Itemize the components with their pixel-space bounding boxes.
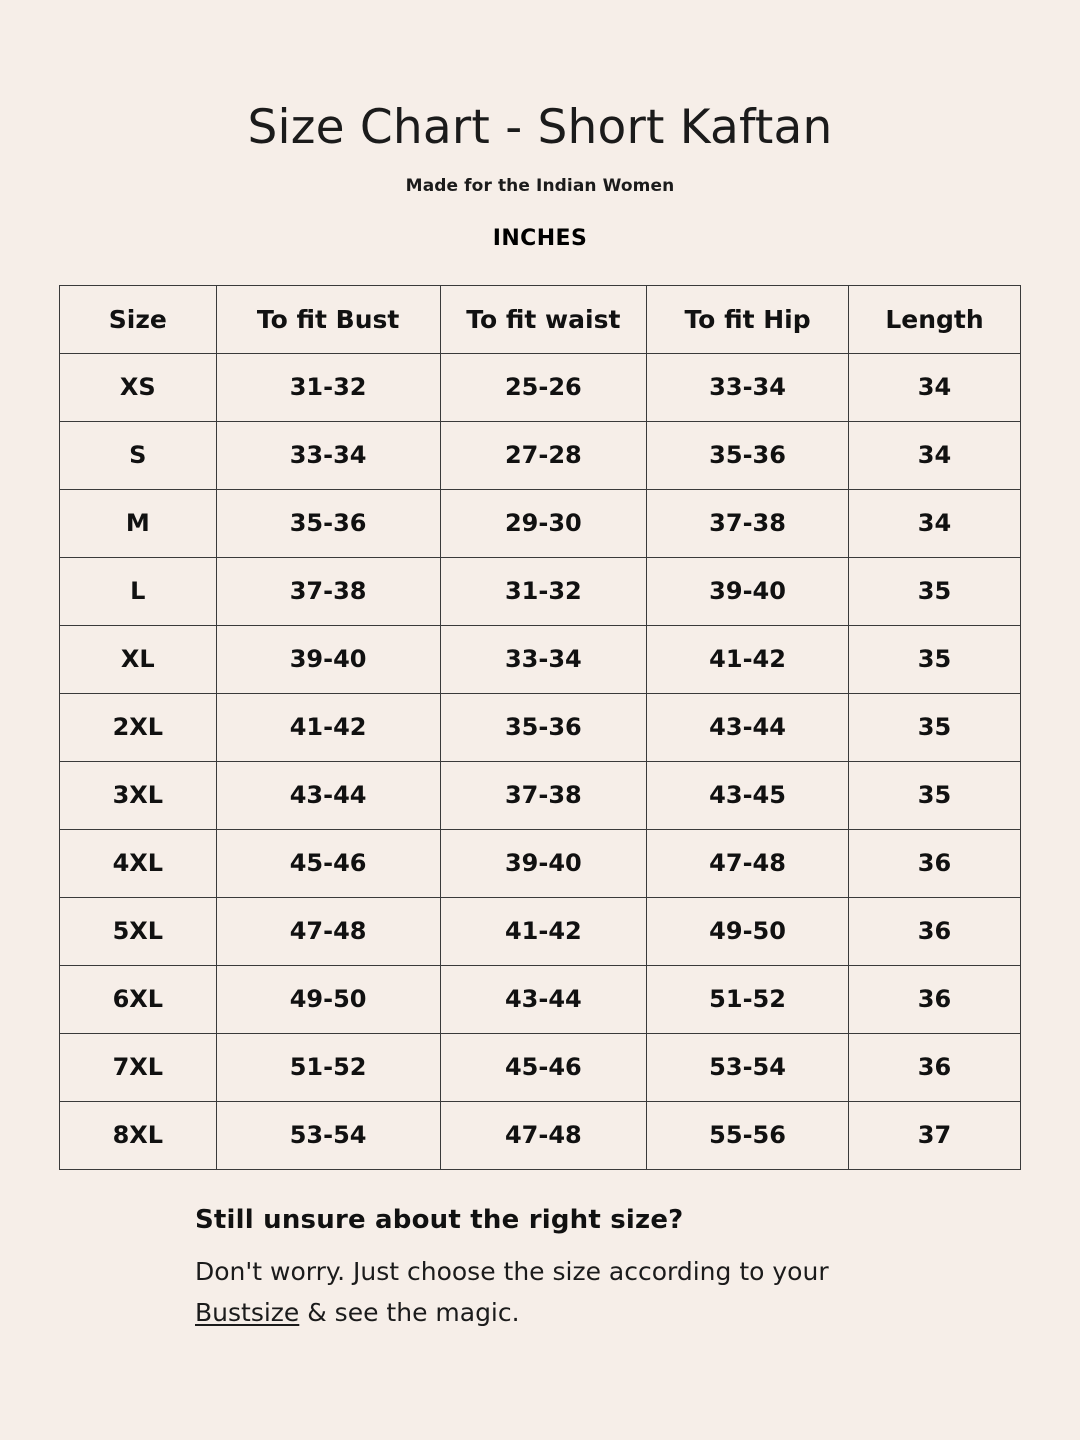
cell-bust: 47-48	[216, 897, 440, 965]
table-row	[60, 761, 1021, 829]
table-row	[60, 1033, 1021, 1101]
cell-bust: 31-32	[216, 353, 440, 421]
cell-length: 35	[848, 557, 1020, 625]
table-row	[60, 353, 1021, 421]
column-header-length: Length	[848, 285, 1020, 353]
cell-size: 8XL	[60, 1101, 217, 1169]
cell-waist: 39-40	[440, 829, 647, 897]
table-row	[60, 829, 1021, 897]
cell-hip: 39-40	[647, 557, 849, 625]
cell-size: S	[60, 421, 217, 489]
cell-hip: 49-50	[647, 897, 849, 965]
table-row	[60, 1101, 1021, 1169]
cell-length: 35	[848, 625, 1020, 693]
cell-waist: 33-34	[440, 625, 647, 693]
cell-size: 4XL	[60, 829, 217, 897]
page-title: Size Chart - Short Kaftan	[247, 100, 833, 155]
column-header-bust: To fit Bust	[216, 285, 440, 353]
footer-line-2-rest: & see the magic.	[299, 1298, 520, 1328]
cell-waist: 31-32	[440, 557, 647, 625]
cell-size: L	[60, 557, 217, 625]
cell-bust: 51-52	[216, 1033, 440, 1101]
cell-size: 5XL	[60, 897, 217, 965]
cell-size: 3XL	[60, 761, 217, 829]
cell-bust: 41-42	[216, 693, 440, 761]
cell-waist: 47-48	[440, 1101, 647, 1169]
cell-length: 36	[848, 965, 1020, 1033]
cell-waist: 35-36	[440, 693, 647, 761]
cell-waist: 25-26	[440, 353, 647, 421]
cell-length: 35	[848, 761, 1020, 829]
cell-waist: 27-28	[440, 421, 647, 489]
cell-hip: 35-36	[647, 421, 849, 489]
cell-bust: 39-40	[216, 625, 440, 693]
cell-hip: 43-45	[647, 761, 849, 829]
cell-length: 34	[848, 489, 1020, 557]
cell-length: 36	[848, 829, 1020, 897]
cell-hip: 37-38	[647, 489, 849, 557]
cell-length: 35	[848, 693, 1020, 761]
column-header-waist: To fit waist	[440, 285, 647, 353]
column-header-hip: To fit Hip	[647, 285, 849, 353]
size-table-header	[60, 285, 1021, 353]
cell-hip: 53-54	[647, 1033, 849, 1101]
table-row	[60, 625, 1021, 693]
cell-bust: 49-50	[216, 965, 440, 1033]
page-subtitle: Made for the Indian Women	[405, 175, 675, 196]
cell-length: 34	[848, 353, 1020, 421]
footer-note	[195, 1205, 955, 1334]
bustsize-link[interactable]: Bustsize	[195, 1298, 300, 1328]
cell-length: 34	[848, 421, 1020, 489]
table-row	[60, 965, 1021, 1033]
cell-waist: 29-30	[440, 489, 647, 557]
cell-length: 36	[848, 897, 1020, 965]
cell-waist: 37-38	[440, 761, 647, 829]
size-table-body	[60, 353, 1021, 1169]
column-header-size: Size	[60, 285, 217, 353]
footer-heading: Still unsure about the right size?	[195, 1205, 684, 1235]
table-row	[60, 693, 1021, 761]
cell-bust: 35-36	[216, 489, 440, 557]
cell-size: 7XL	[60, 1033, 217, 1101]
cell-bust: 37-38	[216, 557, 440, 625]
cell-size: XS	[60, 353, 217, 421]
cell-bust: 53-54	[216, 1101, 440, 1169]
cell-waist: 41-42	[440, 897, 647, 965]
cell-waist: 45-46	[440, 1033, 647, 1101]
cell-hip: 43-44	[647, 693, 849, 761]
table-row	[60, 557, 1021, 625]
cell-length: 37	[848, 1101, 1020, 1169]
cell-bust: 33-34	[216, 421, 440, 489]
cell-hip: 33-34	[647, 353, 849, 421]
footer-line-2	[195, 1292, 955, 1333]
unit-label: INCHES	[492, 225, 588, 251]
cell-size: 6XL	[60, 965, 217, 1033]
table-row	[60, 421, 1021, 489]
cell-size: M	[60, 489, 217, 557]
cell-hip: 47-48	[647, 829, 849, 897]
cell-length: 36	[848, 1033, 1020, 1101]
cell-size: XL	[60, 625, 217, 693]
cell-hip: 41-42	[647, 625, 849, 693]
table-row	[60, 897, 1021, 965]
footer-line-1: Don't worry. Just choose the size according to your	[195, 1257, 829, 1286]
cell-size: 2XL	[60, 693, 217, 761]
size-table-container	[59, 285, 1021, 1170]
cell-bust: 45-46	[216, 829, 440, 897]
cell-waist: 43-44	[440, 965, 647, 1033]
cell-hip: 51-52	[647, 965, 849, 1033]
table-row	[60, 489, 1021, 557]
cell-hip: 55-56	[647, 1101, 849, 1169]
size-table	[59, 285, 1021, 1170]
table-header-row	[60, 285, 1021, 353]
cell-bust: 43-44	[216, 761, 440, 829]
